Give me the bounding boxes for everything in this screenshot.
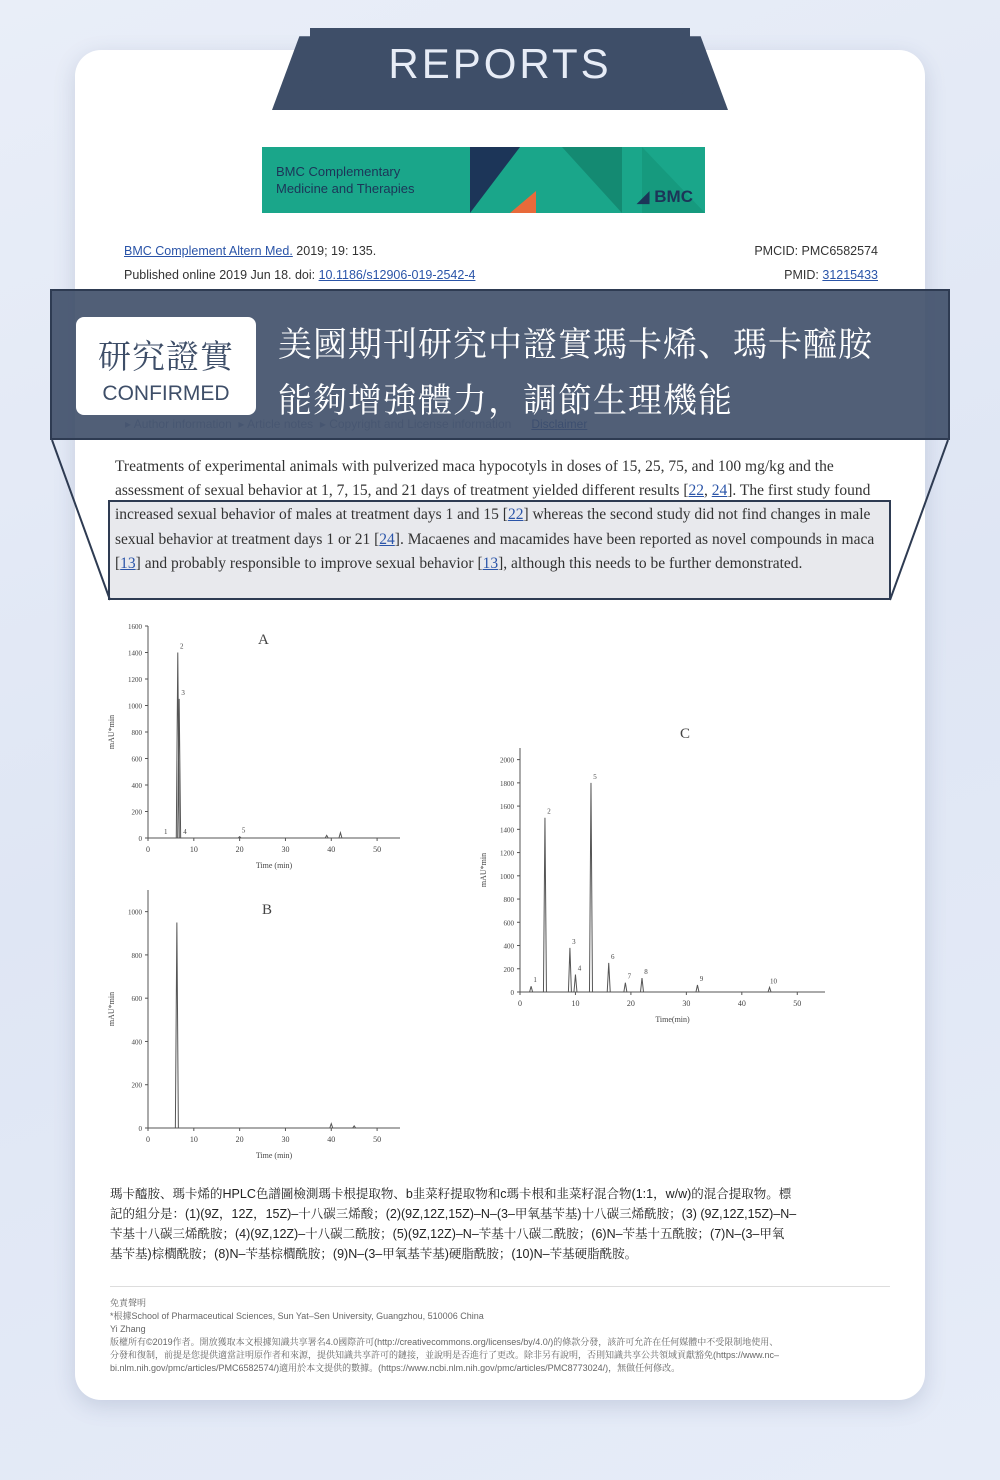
footer-divider [110, 1286, 890, 1287]
peak-label: 8 [644, 968, 648, 977]
panel-label: C [680, 726, 691, 742]
footer-disclaimer: 免責聲明 *根據School of Pharmaceutical Sciences, Sun Yat–Sen University, Guangzhou, 510006 China Yi Zhang 版權所有©2019作者。開放獲取本文根據知識共享署名4.0國際許可(http://creativecommons.org/licenses/by/4.0/)的條款分發，該許可允許在任何媒體中不受限制地使用、 分發和復制，前提是您提供適當註明原作者和來源，提供知識共享許可的鏈接，並說明是否進行了更改。除非另有說明，否則知識共享公共領域貢獻豁免(https://www.nc– bi.nlm.nih.gov/pmc/articles/PMC6582574/)適用於本文提供的數據。(https://www.ncbi.nlm.nih.gov/pmc/articles/PMC8773024/)，無做任何修改。 [110, 1298, 780, 1373]
y-tick-label: 1000 [128, 702, 142, 711]
y-tick-label: 0 [510, 989, 514, 997]
peak-label: 10 [770, 977, 778, 986]
y-tick-label: 400 [131, 782, 142, 790]
y-tick-label: 800 [131, 951, 142, 960]
y-tick-label: 1400 [128, 649, 142, 658]
y-tick-label: 0 [138, 1125, 142, 1133]
chromatogram-peak [768, 987, 771, 992]
x-tick-label: 10 [189, 845, 198, 854]
peak-label: 1 [163, 828, 168, 836]
confirmed-badge: 研究證實 CONFIRMED [76, 317, 256, 415]
y-axis-label: mAU*min [107, 714, 116, 750]
pmid: PMID: 31215433 [784, 268, 878, 282]
x-axis-label: Time(min) [655, 1015, 690, 1024]
y-tick-label: 1600 [128, 623, 142, 631]
peak-label: 9 [699, 975, 704, 984]
ref-link[interactable]: 22 [688, 482, 704, 500]
ref-link[interactable]: 24 [711, 482, 728, 500]
x-tick-label: 50 [793, 999, 802, 1008]
y-tick-label: 800 [503, 896, 514, 905]
journal-name: BMC Complementary Medicine and Therapies [276, 164, 415, 196]
reports-title: REPORTS [388, 40, 612, 87]
y-tick-label: 1000 [500, 872, 514, 881]
ref-link[interactable]: 24 [379, 530, 395, 548]
claim-line-2: 能夠增強體力，調節生理機能 [278, 382, 733, 420]
journal-link[interactable]: BMC Complement Altern Med. [124, 244, 293, 258]
chromatogram-peak [543, 818, 546, 992]
y-tick-label: 400 [503, 942, 514, 951]
y-tick-label: 0 [138, 835, 142, 843]
x-tick-label: 20 [235, 1135, 244, 1144]
peak-label: 7 [627, 972, 632, 981]
x-tick-label: 40 [327, 1135, 336, 1144]
x-tick-label: 10 [189, 1135, 198, 1144]
y-tick-label: 2000 [500, 756, 514, 765]
chromatogram-peak [530, 986, 533, 992]
peak-label: 2 [180, 642, 184, 651]
x-tick-label: 40 [737, 999, 746, 1008]
ref-link[interactable]: 13 [482, 554, 499, 572]
chromatogram-peak [330, 1124, 333, 1128]
x-tick-label: 20 [235, 845, 244, 854]
y-tick-label: 1800 [500, 779, 514, 788]
x-tick-label: 40 [327, 845, 336, 854]
peak-label: 3 [572, 937, 576, 946]
peak-label: 1 [533, 976, 537, 985]
x-axis-label: Time (min) [255, 861, 293, 870]
x-tick-label: 50 [373, 845, 382, 854]
citation-published: Published online 2019 Jun 18. doi: 10.1186/s12906-019-2542-4 [124, 268, 476, 282]
x-axis-label: Time (min) [255, 1151, 293, 1160]
peak-label: 6 [610, 952, 615, 961]
panel-label: A [258, 632, 269, 648]
doi-link[interactable]: 10.1186/s12906-019-2542-4 [318, 268, 476, 282]
x-tick-label: 30 [682, 999, 691, 1008]
x-tick-label: 0 [518, 999, 522, 1008]
ref-link[interactable]: 22 [507, 506, 524, 524]
x-tick-label: 30 [281, 1135, 290, 1144]
x-tick-label: 0 [146, 1135, 150, 1144]
figure-caption: 瑪卡醯胺、瑪卡烯的HPLC色譜圖檢測瑪卡根提取物、b韭菜籽提取物和c瑪卡根和韭菜籽混合物(1:1，w/w)的混合提取物。標 記的組分是：(1)(9Z，12Z，15Z)–十八碳三烯酸；(2)(9Z,12Z,15Z)–N–(3–甲氧基苄基)十八碳三烯酰胺；(3) (9Z,12Z,15Z)–N– 苄基十八碳三烯酰胺；(4)(9Z,12Z)–十八碳二酰胺；(5)(9Z,12Z)–N–苄基十八碳二酰胺；(6)N–苄基十五酰胺；(7)N–(3–甲氧 基苄基)棕櫚酰胺；(8)N–苄基棕櫚酰胺；(9)N–(3–甲氧基苄基)硬脂酰胺；(10)N–苄基硬脂酰胺。 [110, 1187, 797, 1261]
peak-label: 3 [181, 688, 185, 697]
chromatogram-peak [339, 833, 342, 838]
y-tick-label: 600 [131, 755, 142, 764]
peak-label: 5 [241, 826, 246, 835]
y-tick-label: 400 [131, 1038, 142, 1047]
y-tick-label: 200 [503, 965, 514, 974]
y-tick-label: 200 [131, 1081, 142, 1090]
y-tick-label: 600 [503, 919, 514, 928]
peak-label: 5 [593, 772, 597, 781]
y-tick-label: 600 [131, 995, 142, 1004]
chromatogram-peak [589, 783, 592, 992]
y-tick-label: 1600 [500, 803, 514, 812]
chromatogram-peak [641, 978, 644, 992]
y-tick-label: 200 [131, 808, 142, 817]
x-tick-label: 20 [626, 999, 635, 1008]
panel-label: B [262, 902, 273, 918]
excerpt-paragraph: Treatments of experimental animals with pulverized maca hypocotyls in doses of 15, 25, 75, and 100 mg/kg and the assessment of sexual behavior at 1, 7, 15, and 21 days of treatment yielded different results [22, 24]. The first study found increased sexual behavior of males at treatment days 1 and 15 [22] whereas the second study did not find changes in male sexual behavior at treatment days 1 or 21 [24]. Macaenes and macamides have been reported as novel compounds in maca [13] and probably responsible to improve sexual behavior [13], although this needs to be further demonstrated. [115, 458, 875, 572]
x-tick-label: 0 [146, 845, 150, 854]
x-tick-label: 10 [571, 999, 580, 1008]
claim-line-1: 美國期刊研究中證實瑪卡烯、瑪卡醯胺 [278, 326, 873, 364]
y-axis-label: mAU*min [479, 852, 488, 888]
y-axis-label: mAU*min [107, 991, 116, 1027]
peak-label: 4 [183, 828, 187, 836]
y-tick-label: 1200 [500, 849, 514, 858]
y-tick-label: 1000 [128, 908, 142, 917]
peak-label: 2 [547, 807, 551, 816]
chromatogram-peak [607, 963, 610, 992]
pmcid: PMCID: PMC6582574 [754, 244, 878, 258]
y-tick-label: 1400 [500, 826, 514, 835]
y-tick-label: 1200 [128, 676, 142, 684]
citation-journal: BMC Complement Altern Med. 2019; 19: 135. [124, 244, 377, 258]
chromatogram-peak [624, 983, 627, 992]
x-tick-label: 50 [373, 1135, 382, 1144]
chromatogram-peak [568, 948, 571, 992]
chromatogram-peak [696, 985, 699, 992]
chromatogram-peak [574, 975, 577, 992]
ref-link[interactable]: 13 [120, 554, 136, 572]
chromatogram-peak [175, 922, 178, 1128]
bmc-logo: ◢ BMC [636, 187, 693, 206]
x-tick-label: 30 [281, 845, 290, 854]
pmid-link[interactable]: 31215433 [822, 268, 878, 282]
peak-label: 4 [577, 964, 582, 973]
y-tick-label: 800 [131, 729, 142, 737]
